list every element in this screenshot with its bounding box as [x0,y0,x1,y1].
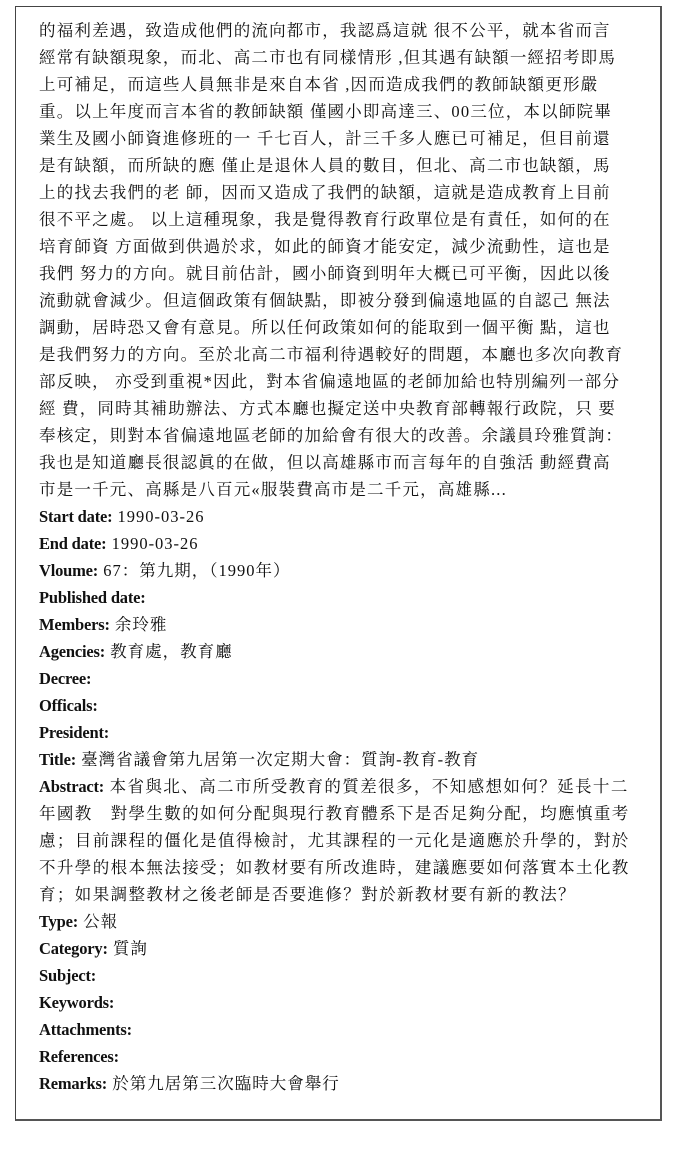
field-officials [39,692,644,719]
field-references [39,1043,644,1070]
field-value: 1990-03-26 [112,507,205,526]
field-category [39,935,644,962]
body-line: 市是一千元、高縣是八百元«服裝費高市是二千元，高雄縣... [39,480,507,499]
field-label: Category: [39,939,108,958]
body-line: 經 費，同時其補助辦法、方式本廳也擬定送中央教育部轉報行政院，只 要 [39,399,617,418]
body-line: 經常有缺額現象，而北、高二市也有同樣情形 ,但其遇有缺額一經招考即馬 [39,48,617,67]
field-value: 於第九居第三次臨時大會舉行 [107,1074,340,1093]
body-line: 是有缺額，而所缺的應 僅止是退休人員的數目，但北、高二市也缺額，馬 [39,156,611,175]
field-value: 1990-03-26 [106,534,199,553]
body-line: 奉核定，則對本省偏遠地區老師的加給會有很大的改善。余議員玲雅質詢： [39,426,624,445]
body-line: 調動，居時恐又會有意見。所以任何政策如何的能取到一個平衡 點，這也 [39,318,611,337]
body-line: 重。以上年度而言本省的教師缺額 僅國小即高達三、00三位，本以師院畢 [39,102,612,121]
field-label: Decree: [39,669,92,688]
body-line: 我們 努力的方向。就目前估計，國小師資到明年大概已可平衡，因此以後 [39,264,611,283]
record-card [15,6,662,1121]
field-title [39,746,644,773]
body-line: 我也是知道廳長很認眞的在做，但以高雄縣市而言每年的自強活 動經費高 [39,453,611,472]
record-content [39,17,644,1097]
field-label: Keywords: [39,993,115,1012]
field-end-date [39,530,644,557]
field-label: Attachments: [39,1020,132,1039]
field-value: 教育處，教育廳 [105,642,233,661]
field-value: 公報 [78,912,119,931]
field-label: Members: [39,615,110,634]
field-value: 余玲雅 [109,615,168,634]
field-remarks [39,1070,644,1097]
field-start-date [39,503,644,530]
body-line: 培育師資 方面做到供過於求，如此的師資才能安定，減少流動性，這也是 [39,237,611,256]
field-value: 質詢 [107,939,148,958]
field-agencies [39,638,644,665]
field-label: Type: [39,912,79,931]
field-value: 臺灣省議會第九居第一次定期大會：質詢-教育-教育 [76,750,480,769]
body-line: 的福利差遇，致造成他們的流向都市，我認爲這就 很不公平，就本省而言 [39,21,611,40]
body-line: 業生及國小師資進修班的一 千七百人，計三千多人應已可補足，但目前還 [39,129,611,148]
field-decree [39,665,644,692]
field-label: Abstract: [39,777,105,796]
body-line: 是我們努力的方向。至於北高二市福利待遇較好的問題，本廳也多次向教育 [39,345,624,364]
field-president [39,719,644,746]
field-label: End date: [39,534,107,553]
field-label: Subject: [39,966,97,985]
field-label: References: [39,1047,119,1066]
field-attachments [39,1016,644,1043]
field-label: President: [39,723,110,742]
field-value: 本省與北、高二市所受教育的質差很多，不知感想如何？延長十二年國教 對學生數的如何分配與現行教育體系下是否足夠分配，均應慎重考慮；目前課程的僵化是值得檢討，尤其課程的一元化是適應於升學的，對於不升學的根本無法接受；如教材要有所改進時，建議應要如何落實本土化教育；如果調整教材之後老師是否要進修？對於新教材要有新的教法？ [39,777,630,904]
body-line: 上可補足，而這些人員無非是來自本省 ,因而造成我們的教師缺額更形嚴 [39,75,599,94]
body-line: 很不平之處。 以上這種現象，我是覺得教育行政單位是有責任，如何的在 [39,210,611,229]
field-label: Vloume: [39,561,99,580]
field-published-date [39,584,644,611]
body-line: 上的找去我們的老 師，因而又造成了我們的缺額，這就是造成教育上目前 [39,183,611,202]
field-volume [39,557,644,584]
field-label: Published date: [39,588,146,607]
field-label: Start date: [39,507,113,526]
body-line: 部反映， 亦受到重視*因此，對本省偏遠地區的老師加給也特別編列一部分 [39,372,621,391]
field-members [39,611,644,638]
record-body-text [39,17,644,503]
field-value: 67：第九期，（1990年） [98,561,291,580]
field-label: Title: [39,750,76,769]
field-abstract [39,773,644,908]
body-line: 流動就會減少。但這個政策有個缺點，即被分發到偏遠地區的自認己 無法 [39,291,611,310]
field-label: Officals: [39,696,98,715]
field-label: Remarks: [39,1074,108,1093]
field-keywords [39,989,644,1016]
field-subject [39,962,644,989]
field-label: Agencies: [39,642,106,661]
field-type [39,908,644,935]
